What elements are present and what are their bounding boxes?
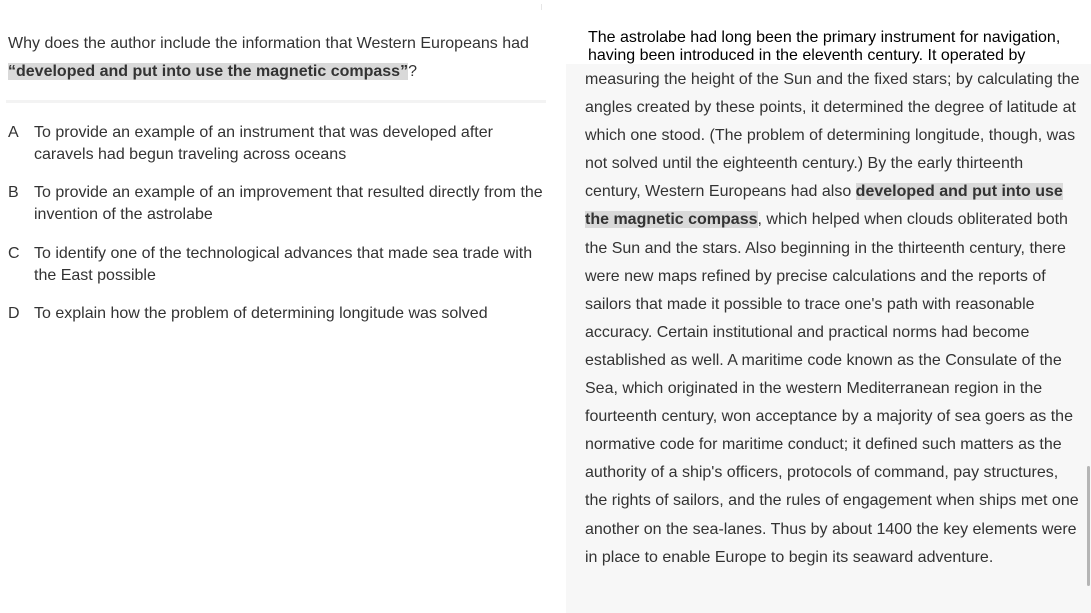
answer-option-b[interactable]: [8, 182, 543, 226]
option-text-a: To provide an example of an instrument that was developed after caravels had begun traveling across oceans: [34, 124, 493, 163]
passage-text-before: measuring the height of the Sun and the fixed stars; by calculating the angles created by these points, it determined the degree of latitude at which one stood. (The problem of determining longitude, though, was not solved until the eighteenth century.) By the early thirteenth century, Western Europeans had also: [585, 71, 1080, 201]
answer-option-a[interactable]: [8, 122, 543, 166]
question-highlighted-quote: “developed and put into use the magnetic compass”: [8, 63, 409, 80]
option-letter-a: A: [8, 124, 19, 141]
passage-text-after: , which helped when clouds obliterated both the Sun and the stars. Also beginning in the thirteenth century, there were new maps refined by precise calculations and the reports of sailors that made it possible to trace one's path with reasonable accuracy. Certain institutional and practical norms had become established as well. A maritime code known as the Consulate of the Sea, which originated in the western Mediterranean region in the fourteenth century, won acceptance by a majority of sea goers as the normative code for maritime conduct; it defined such matters as the authority of a ship's officers, protocols of command, pay structures, the rights of sailors, and the rules of engagement when ships met one another on the sea-lanes. Thus by about 1400 the key elements were in place to enable Europe to begin its seaward adventure.: [585, 211, 1079, 566]
passage-highlighted-phrase: developed and put into use the magnetic compass: [585, 183, 1063, 229]
question-divider: [6, 100, 546, 103]
answer-option-d[interactable]: [8, 303, 543, 325]
answer-option-c[interactable]: [8, 243, 543, 287]
question-suffix: ?: [408, 63, 417, 80]
passage-scrollbar-thumb[interactable]: [1087, 466, 1090, 586]
passage-heading-text: The astrolabe had long been the primary instrument for navigation, having been introduced in the eleventh century. It operated by: [588, 29, 1061, 64]
question-prefix: Why does the author include the information that Western Europeans had: [8, 35, 529, 52]
option-letter-c: C: [8, 245, 20, 262]
option-letter-b: B: [8, 184, 19, 201]
passage-panel: [566, 0, 1091, 613]
passage-text: [585, 66, 1081, 572]
option-text-d: To explain how the problem of determining longitude was solved: [34, 305, 488, 322]
option-text-b: To provide an example of an improvement that resulted directly from the invention of the astrolabe: [34, 184, 543, 223]
option-text-c: To identify one of the technological advances that made sea trade with the East possible: [34, 245, 533, 284]
option-letter-d: D: [8, 305, 20, 322]
question-stem: [8, 30, 548, 86]
